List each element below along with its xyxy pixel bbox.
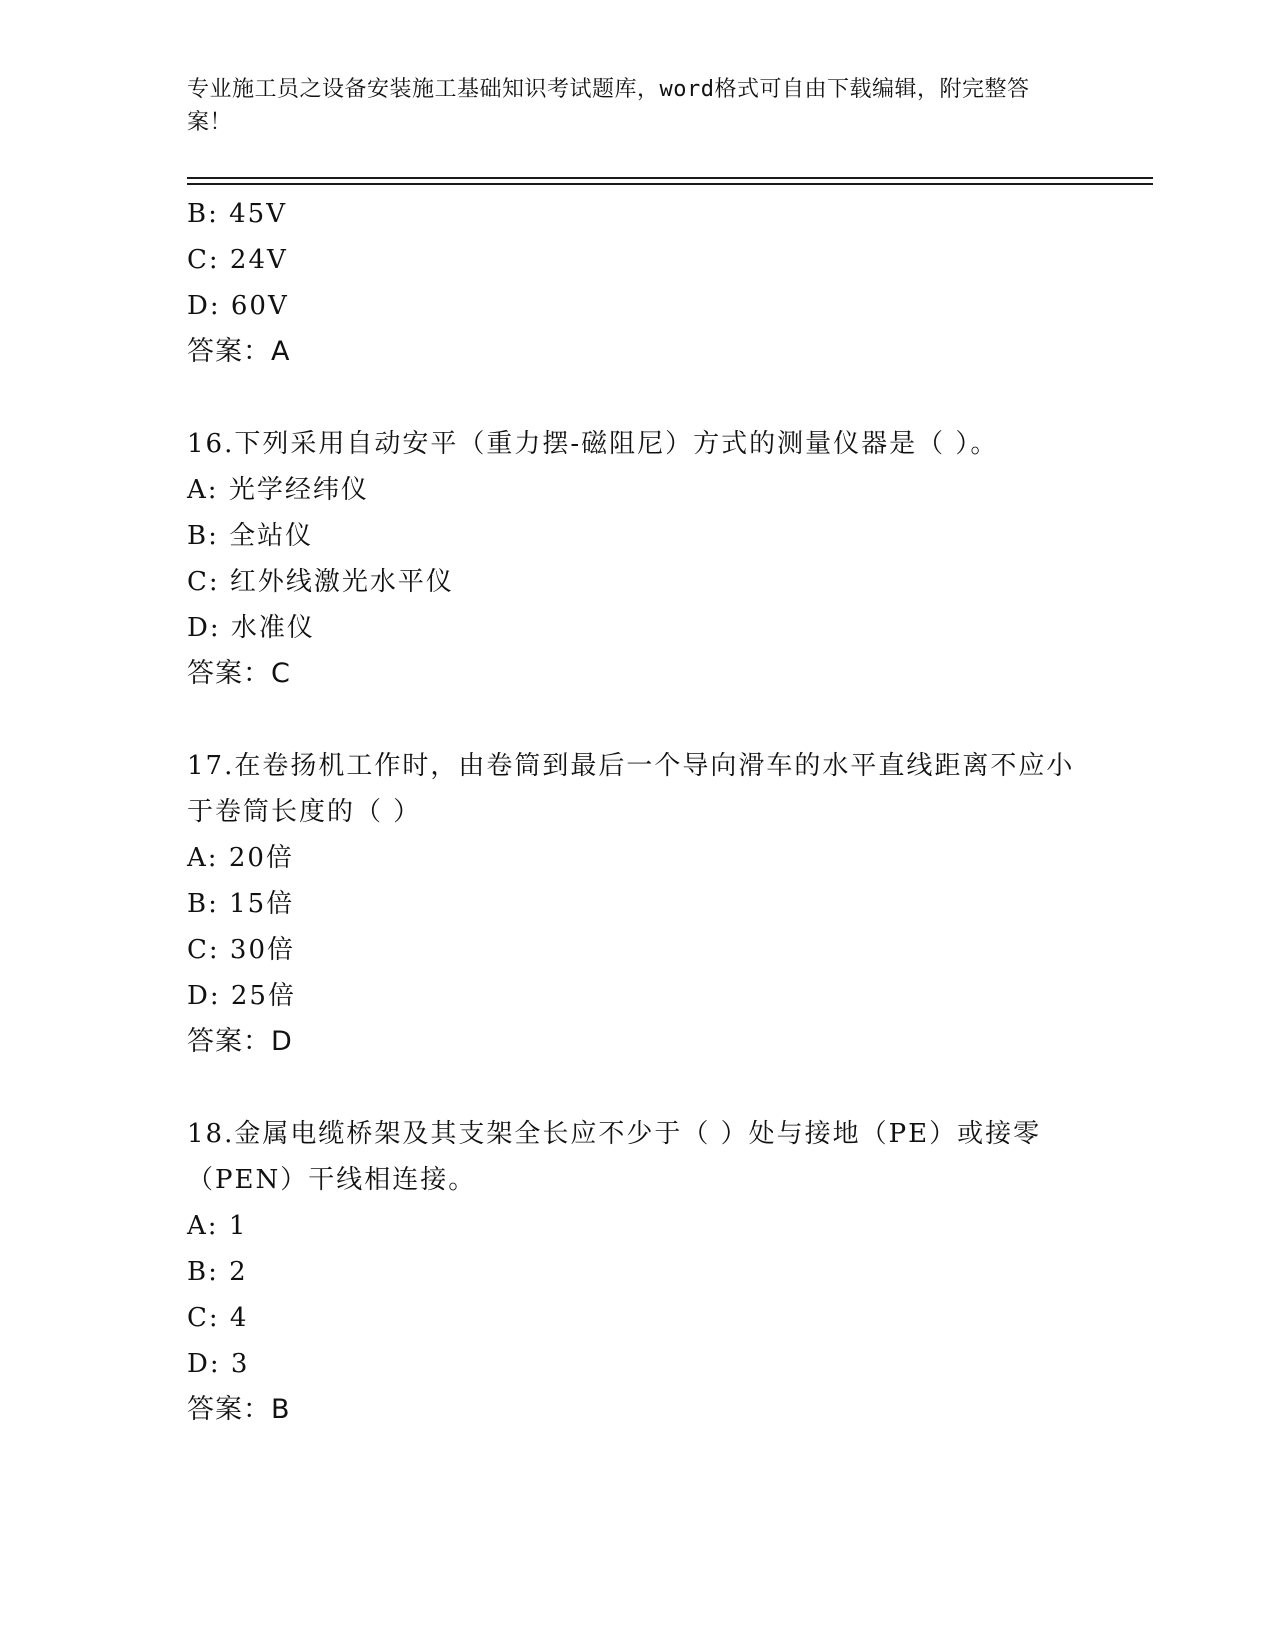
option-b: B: 2: [187, 1257, 248, 1287]
answer-line: 答案：C: [187, 658, 291, 689]
option-d: D: 60V: [187, 291, 289, 321]
answer-line: 答案：D: [187, 1026, 293, 1057]
prev-question-tail: [187, 191, 1087, 375]
header-title: 专业施工员之设备安装施工基础知识考试题库，word格式可自由下载编辑，附完整答案！: [187, 77, 1030, 135]
option-a: A: 1: [187, 1211, 248, 1241]
question-17: [187, 743, 1087, 1065]
option-d: D: 3: [187, 1349, 250, 1379]
option-b: B: 全站仪: [187, 521, 314, 551]
option-c: C: 4: [187, 1303, 249, 1333]
answer-line: 答案：A: [187, 336, 291, 367]
header-divider-bottom: [187, 183, 1153, 185]
question-list: [187, 191, 1087, 1433]
answer-line: 答案：B: [187, 1394, 291, 1425]
question-16: [187, 421, 1087, 697]
option-c: C: 24V: [187, 245, 288, 275]
option-d: D: 25倍: [187, 981, 296, 1011]
option-c: C: 红外线激光水平仪: [187, 567, 454, 597]
option-c: C: 30倍: [187, 935, 296, 965]
document-header: [187, 73, 1067, 139]
option-b: B: 15倍: [187, 889, 295, 919]
question-text: 16.下列采用自动安平（重力摆-磁阻尼）方式的测量仪器是（ ）。: [187, 429, 999, 459]
question-text: 18.金属电缆桥架及其支架全长应不少于（ ）处与接地（PE）或接零（PEN）干线相连接。: [187, 1119, 1042, 1195]
header-divider-top: [187, 177, 1153, 179]
option-b: B: 45V: [187, 199, 288, 229]
question-18: [187, 1111, 1087, 1433]
option-a: A: 光学经纬仪: [187, 475, 369, 505]
option-a: A: 20倍: [187, 843, 294, 873]
option-d: D: 水准仪: [187, 613, 315, 643]
question-text: 17.在卷扬机工作时，由卷筒到最后一个导向滑车的水平直线距离不应小于卷筒长度的（ ）: [187, 751, 1075, 827]
